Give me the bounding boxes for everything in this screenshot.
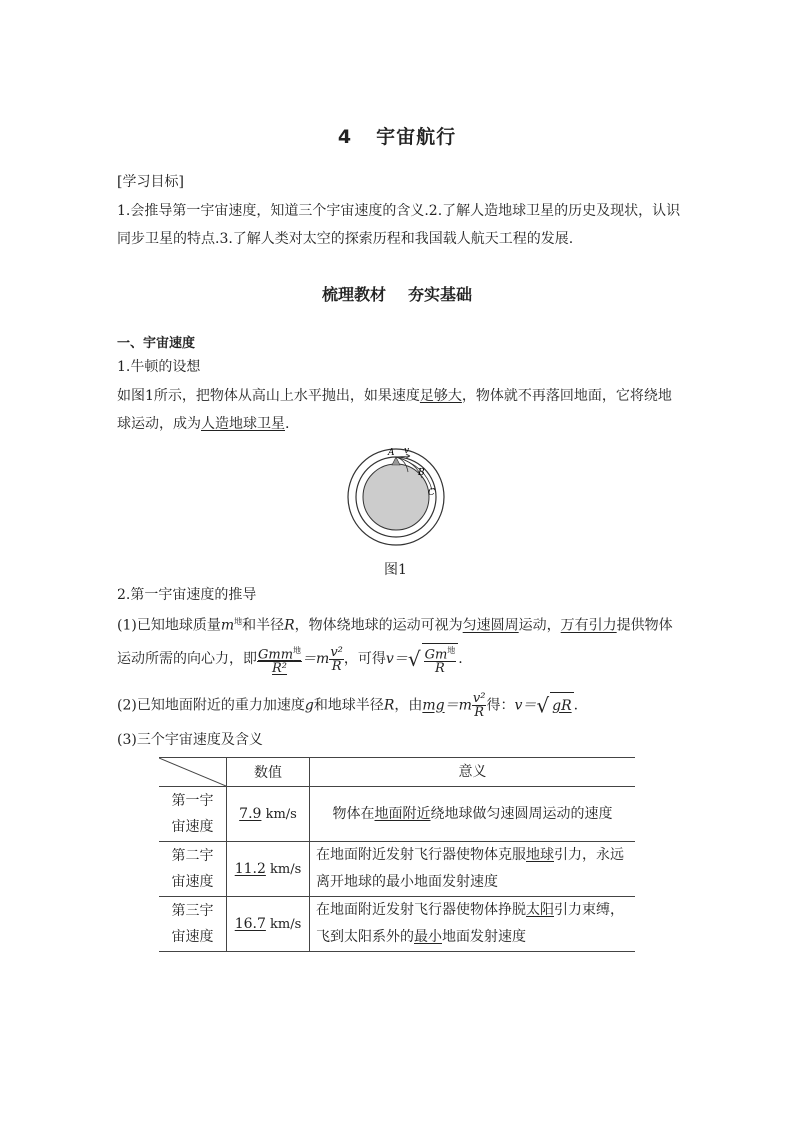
figure-caption: 图1 [384, 562, 407, 578]
figure-label-b: B [418, 468, 425, 478]
answer-blank-mg: mg [422, 697, 445, 714]
paragraph-newton-line-1: 如图1所示，把物体从高山上水平抛出，如果速度足够大，物体就不再落回地面，它将绕地 [117, 388, 672, 404]
speed-meaning: 在地面附近发射飞行器使物体克服地球引力，永远 离开地球的最小地面发射速度 [310, 842, 636, 897]
speed-value: 7.9 km/s [227, 787, 310, 842]
answer-blank-enough-speed: 足够大 [419, 388, 462, 404]
speed-name: 第一宇 宙速度 [159, 787, 227, 842]
answer-blank-gr: gR [550, 692, 574, 719]
speed-meaning: 在地面附近发射飞行器使物体挣脱太阳引力束缚， 飞到太阳系外的最小地面发射速度 [310, 897, 636, 952]
derivation-2: (2)已知地面附近的重力加速度g和地球半径R，由mg＝m $\frac{\text{v²}}{R}$ 得：v＝√ gR . [117, 691, 579, 720]
objectives-line-1: 1.会推导第一宇宙速度，知道三个宇宙速度的含义.2.了解人造地球卫星的历史及现状，认识 [117, 203, 681, 219]
objectives-line-2: 同步卫星的特点.3.了解人类对太空的探索历程和我国载人航天工程的发展. [117, 231, 574, 247]
speed-value: 11.2 km/s [227, 842, 310, 897]
figure-label-a: A [388, 448, 395, 458]
subheading-first-cosmic-speed: 2.第一宇宙速度的推导 [117, 587, 257, 603]
table-row [159, 897, 635, 952]
table-row [159, 842, 635, 897]
answer-blank-uniform-circular: 匀速圆周 [462, 617, 519, 634]
figure-1-earth-orbit [340, 440, 450, 555]
subheading-three-speeds: (3)三个宇宙速度及含义 [117, 732, 263, 748]
table-corner-cell [159, 758, 227, 787]
derivation-1-line-2: 运动所需的向心力，即 $\frac{Gmm^地}{\text{R²}}$ ＝m $\frac{\text{v²}}{R}$ ，可得v＝√ $\frac{Gm^地}{R}$ . [117, 644, 463, 677]
table-header-row [159, 758, 635, 787]
formula-gravity-fraction: $\frac{Gmm^地}{\text{R²}}$ [258, 645, 302, 676]
speed-name: 第二宇 宙速度 [159, 842, 227, 897]
heading-cosmic-speed: 一、宇宙速度 [117, 336, 196, 351]
subheading-newton: 1.牛顿的设想 [117, 359, 201, 375]
figure-label-v: v [404, 446, 410, 456]
speed-name: 第三宇 宙速度 [159, 897, 227, 952]
answer-blank-satellite: 人造地球卫星 [201, 416, 285, 432]
derivation-1-line-1: (1)已知地球质量$m^地$和半径R，物体绕地球的运动可视为匀速圆周运动，万有引力提供物体 [117, 617, 673, 634]
answer-blank-gravitation: 万有引力 [560, 617, 617, 634]
paragraph-newton-line-2: 球运动，成为人造地球卫星. [117, 416, 290, 432]
speed-meaning: 物体在地面附近绕地球做匀速圆周运动的速度 [310, 787, 636, 842]
page-title: 4 宇宙航行 [337, 126, 457, 148]
table-header-meaning: 意义 [310, 758, 636, 787]
table-row [159, 787, 635, 842]
table-header-value: 数值 [227, 758, 310, 787]
cosmic-speed-table [159, 757, 635, 952]
figure-label-c: C [428, 488, 435, 498]
speed-value: 16.7 km/s [227, 897, 310, 952]
objectives-label: [学习目标] [117, 174, 184, 190]
section-title: 梳理教材 夯实基础 [321, 285, 473, 304]
